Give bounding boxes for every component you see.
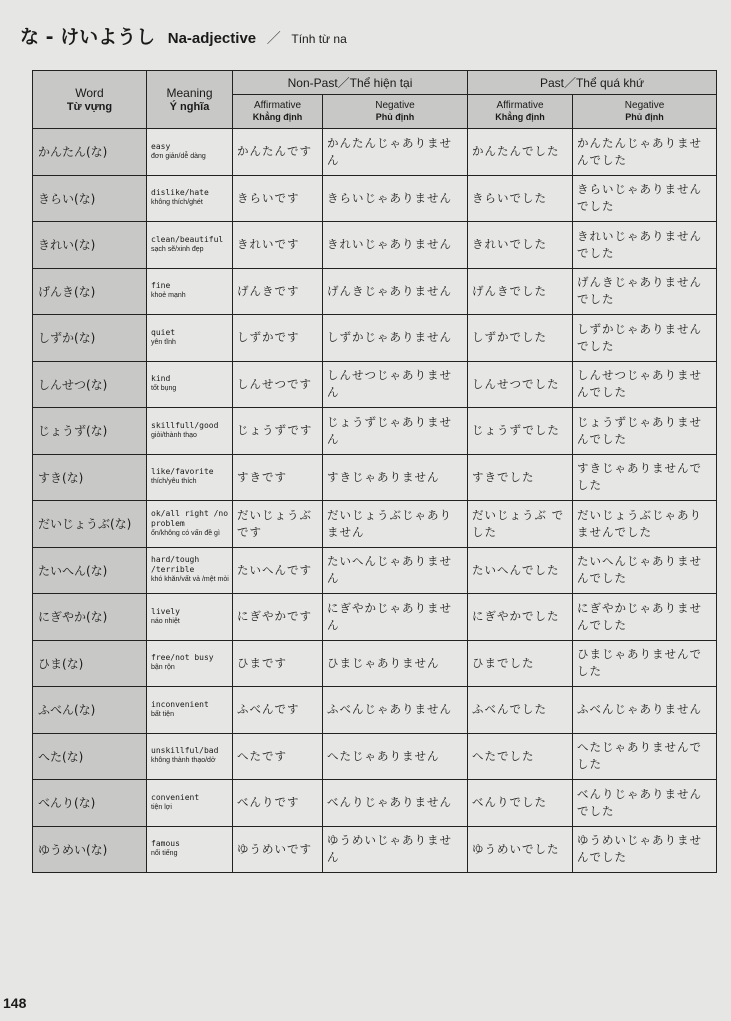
past-affirmative-cell: しんせつでした (468, 361, 573, 408)
nonpast-negative-cell: かんたんじゃありませ ん (323, 129, 468, 176)
header-past-negative: Negative Phủ định (573, 95, 717, 129)
nonpast-negative-cell: へたじゃありません (323, 733, 468, 780)
title-english: Na-adjective (167, 30, 257, 47)
word-cell: ひま(な) (33, 640, 147, 687)
header-nonpast-negative: Negative Phủ định (323, 95, 468, 129)
table-row (33, 547, 717, 594)
past-negative-cell: ゆうめいじゃありませ んでした (573, 826, 717, 873)
table-row (33, 454, 717, 501)
nonpast-negative-cell: ふべんじゃありません (323, 687, 468, 734)
nonpast-negative-cell: しんせつじゃありませ ん (323, 361, 468, 408)
nonpast-negative-cell: きれいじゃありません (323, 222, 468, 269)
meaning-english: lively (151, 606, 180, 616)
word-cell: だいじょうぶ(な) (33, 501, 147, 548)
past-affirmative-cell: にぎやかでした (468, 594, 573, 641)
title-japanese: な - けいようし (20, 26, 156, 48)
meaning-cell (147, 408, 233, 455)
table-row (33, 222, 717, 269)
table-row (33, 733, 717, 780)
word-cell: にぎやか(な) (33, 594, 147, 641)
nonpast-negative-cell: たいへんじゃありませ ん (323, 547, 468, 594)
word-cell: ふべん(な) (33, 687, 147, 734)
meaning-vietnamese: giỏi/thành thạo (151, 431, 197, 439)
nonpast-affirmative-cell: ふべんです (233, 687, 323, 734)
meaning-vietnamese: thích/yêu thích (151, 478, 197, 486)
nonpast-affirmative-cell: にぎやかです (233, 594, 323, 641)
meaning-vietnamese: sạch sẽ/xinh đẹp (151, 245, 204, 253)
meaning-english: free/not busy (151, 653, 214, 663)
meaning-cell (147, 222, 233, 269)
past-affirmative-cell: すきでした (468, 454, 573, 501)
past-negative-cell: ふべんじゃありません (573, 687, 717, 734)
meaning-cell (147, 361, 233, 408)
nonpast-affirmative-cell: げんきです (233, 268, 323, 315)
past-affirmative-cell: へたでした (468, 733, 573, 780)
meaning-cell (147, 594, 233, 641)
meaning-cell (147, 454, 233, 501)
header-meaning: Meaning Ý nghĩa (147, 71, 233, 129)
table-row (33, 501, 717, 548)
word-cell: すき(な) (33, 454, 147, 501)
table-row (33, 640, 717, 687)
meaning-english: skillfull/good (151, 420, 219, 430)
past-negative-cell: にぎやかじゃありませ んでした (573, 594, 717, 641)
nonpast-affirmative-cell: ゆうめいです (233, 826, 323, 873)
word-cell: きれい(な) (33, 222, 147, 269)
meaning-cell (147, 733, 233, 780)
meaning-vietnamese: ổn/không có vấn đề gì (151, 529, 220, 537)
meaning-vietnamese: khó khăn/vất vả /mệt mỏi (151, 576, 229, 584)
meaning-cell (147, 826, 233, 873)
past-affirmative-cell: かんたんでした (468, 129, 573, 176)
meaning-english: kind (151, 374, 171, 384)
meaning-vietnamese: náo nhiệt (151, 617, 180, 625)
meaning-english: like/favorite (151, 467, 214, 477)
meaning-vietnamese: tốt bụng (151, 385, 177, 393)
table-row (33, 129, 717, 176)
meaning-cell (147, 175, 233, 222)
nonpast-affirmative-cell: べんりです (233, 780, 323, 827)
meaning-cell (147, 129, 233, 176)
word-cell: へた(な) (33, 733, 147, 780)
meaning-vietnamese: tiện lợi (151, 803, 172, 811)
nonpast-affirmative-cell: たいへんです (233, 547, 323, 594)
past-negative-cell: だいじょうぶじゃあり ませんでした (573, 501, 717, 548)
past-affirmative-cell: きれいでした (468, 222, 573, 269)
meaning-vietnamese: khoẻ mạnh (151, 292, 186, 300)
past-affirmative-cell: きらいでした (468, 175, 573, 222)
meaning-cell (147, 780, 233, 827)
nonpast-affirmative-cell: すきです (233, 454, 323, 501)
word-cell: しんせつ(な) (33, 361, 147, 408)
table-row (33, 315, 717, 362)
meaning-vietnamese: không thích/ghét (151, 199, 203, 207)
nonpast-negative-cell: だいじょうぶじゃあり ません (323, 501, 468, 548)
word-cell: べんり(な) (33, 780, 147, 827)
nonpast-affirmative-cell: かんたんです (233, 129, 323, 176)
word-cell: きらい(な) (33, 175, 147, 222)
meaning-english: dislike/hate (151, 188, 209, 198)
nonpast-affirmative-cell: ひまです (233, 640, 323, 687)
meaning-vietnamese: không thành thạo/dở (151, 757, 216, 765)
header-nonpast: Non-Past／Thể hiện tại (233, 71, 468, 95)
past-affirmative-cell: ひまでした (468, 640, 573, 687)
past-negative-cell: すきじゃありませんで した (573, 454, 717, 501)
table-row (33, 594, 717, 641)
meaning-english: famous (151, 839, 180, 849)
past-negative-cell: きらいじゃありません でした (573, 175, 717, 222)
past-affirmative-cell: べんりでした (468, 780, 573, 827)
meaning-english: quiet (151, 327, 176, 337)
header-past: Past／Thể quá khứ (468, 71, 717, 95)
meaning-cell (147, 687, 233, 734)
table-row (33, 175, 717, 222)
past-affirmative-cell: げんきでした (468, 268, 573, 315)
nonpast-negative-cell: しずかじゃありません (323, 315, 468, 362)
meaning-english: convenient (151, 792, 200, 802)
past-affirmative-cell: しずかでした (468, 315, 573, 362)
header-word: Word Từ vựng (33, 71, 147, 129)
table-row (33, 826, 717, 873)
word-cell: げんき(な) (33, 268, 147, 315)
word-cell: ゆうめい(な) (33, 826, 147, 873)
nonpast-negative-cell: ひまじゃありません (323, 640, 468, 687)
past-affirmative-cell: じょうずでした (468, 408, 573, 455)
nonpast-affirmative-cell: へたです (233, 733, 323, 780)
past-negative-cell: べんりじゃありません でした (573, 780, 717, 827)
header-nonpast-affirmative: Affirmative Khẳng định (233, 95, 323, 129)
meaning-english: clean/beautiful (151, 234, 224, 244)
nonpast-affirmative-cell: きれいです (233, 222, 323, 269)
table-row (33, 687, 717, 734)
word-cell: かんたん(な) (33, 129, 147, 176)
meaning-cell (147, 547, 233, 594)
past-negative-cell: きれいじゃありません でした (573, 222, 717, 269)
nonpast-affirmative-cell: しずかです (233, 315, 323, 362)
nonpast-negative-cell: げんきじゃありません (323, 268, 468, 315)
nonpast-affirmative-cell: きらいです (233, 175, 323, 222)
meaning-english: unskillful/bad (151, 746, 219, 756)
meaning-cell (147, 501, 233, 548)
meaning-cell (147, 315, 233, 362)
page-title (20, 22, 347, 49)
meaning-vietnamese: yên tĩnh (151, 338, 176, 346)
past-negative-cell: たいへんじゃありませ んでした (573, 547, 717, 594)
nonpast-negative-cell: きらいじゃありません (323, 175, 468, 222)
meaning-vietnamese: bận rộn (151, 664, 175, 672)
meaning-english: inconvenient (151, 699, 209, 709)
past-affirmative-cell: ゆうめいでした (468, 826, 573, 873)
past-negative-cell: げんきじゃありません でした (573, 268, 717, 315)
nonpast-negative-cell: べんりじゃありません (323, 780, 468, 827)
past-negative-cell: ひまじゃありませんで した (573, 640, 717, 687)
meaning-english: hard/tough /terrible (151, 555, 200, 575)
past-affirmative-cell: だいじょうぶ でした (468, 501, 573, 548)
nonpast-affirmative-cell: だいじょうぶ です (233, 501, 323, 548)
table-row (33, 268, 717, 315)
table-body (33, 129, 717, 873)
word-cell: じょうず(な) (33, 408, 147, 455)
page-number: 148 (3, 995, 27, 1011)
meaning-english: ok/all right /no problem (151, 508, 229, 528)
meaning-english: easy (151, 141, 171, 151)
nonpast-negative-cell: にぎやかじゃありませ ん (323, 594, 468, 641)
meaning-cell (147, 268, 233, 315)
nonpast-negative-cell: すきじゃありません (323, 454, 468, 501)
meaning-cell (147, 640, 233, 687)
title-vietnamese: Tính từ na (291, 32, 347, 46)
meaning-english: fine (151, 281, 171, 291)
table-row (33, 408, 717, 455)
nonpast-negative-cell: じょうずじゃありませ ん (323, 408, 468, 455)
nonpast-affirmative-cell: じょうずです (233, 408, 323, 455)
meaning-vietnamese: nổi tiếng (151, 850, 178, 858)
past-negative-cell: しずかじゃありません でした (573, 315, 717, 362)
nonpast-affirmative-cell: しんせつです (233, 361, 323, 408)
meaning-vietnamese: bất tiện (151, 710, 174, 718)
word-cell: たいへん(な) (33, 547, 147, 594)
meaning-vietnamese: đơn giản/dễ dàng (151, 152, 206, 160)
header-past-affirmative: Affirmative Khẳng định (468, 95, 573, 129)
word-cell: しずか(な) (33, 315, 147, 362)
past-negative-cell: しんせつじゃありませ んでした (573, 361, 717, 408)
conjugation-table (32, 70, 717, 873)
past-affirmative-cell: たいへんでした (468, 547, 573, 594)
table-row (33, 361, 717, 408)
past-affirmative-cell: ふべんでした (468, 687, 573, 734)
table-row (33, 780, 717, 827)
nonpast-negative-cell: ゆうめいじゃありませ ん (323, 826, 468, 873)
past-negative-cell: じょうずじゃありませ んでした (573, 408, 717, 455)
title-separator: ／ (266, 31, 281, 47)
past-negative-cell: かんたんじゃありませ んでした (573, 129, 717, 176)
past-negative-cell: へたじゃありませんで した (573, 733, 717, 780)
